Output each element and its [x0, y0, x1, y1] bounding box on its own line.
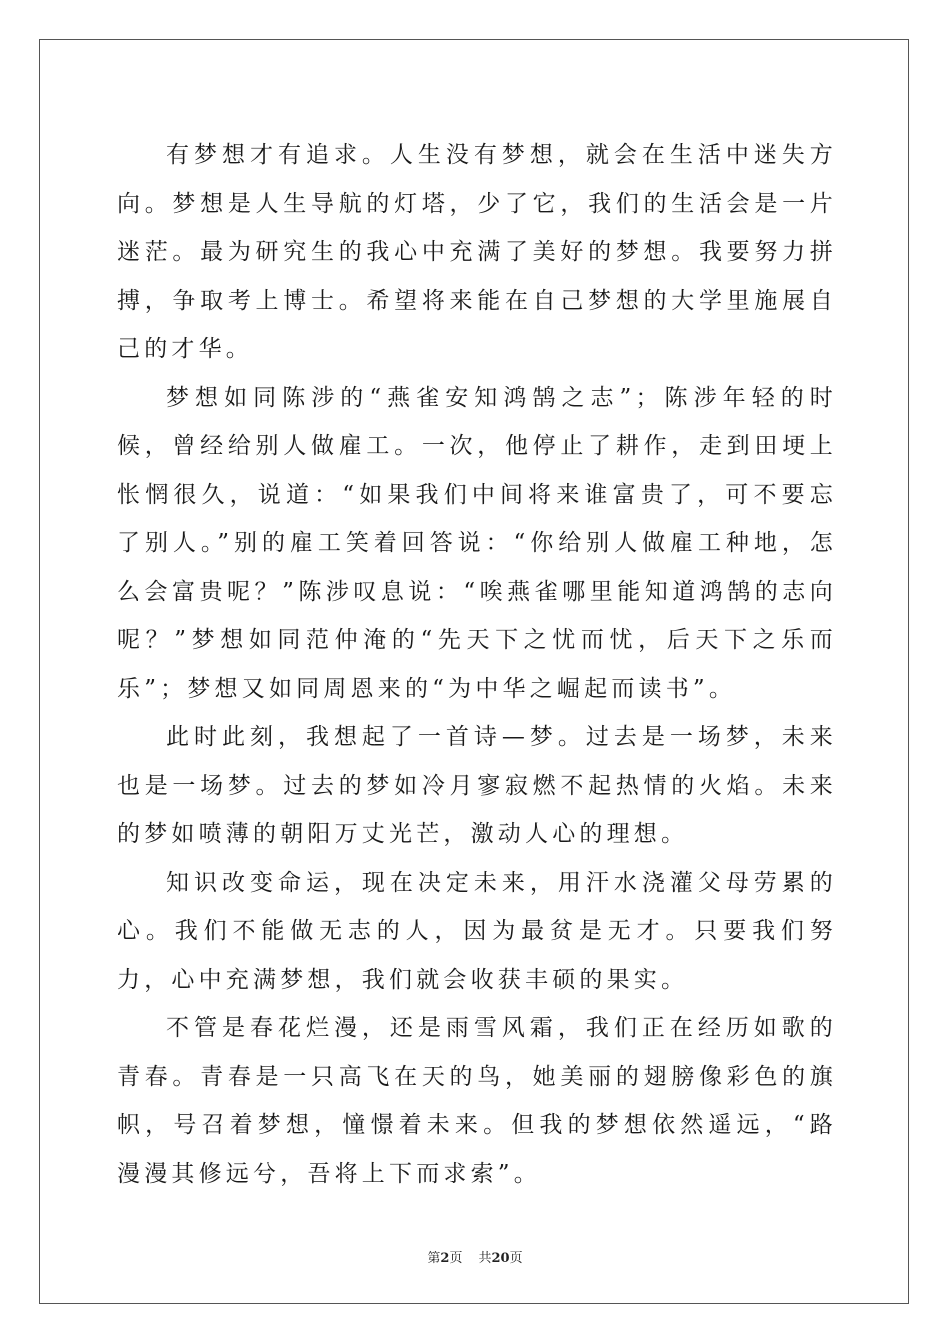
paragraph-1: 有梦想才有追求。人生没有梦想，就会在生活中迷失方向。梦想是人生导航的灯塔，少了它，我们的生活会是一片迷茫。最为研究生的我心中充满了美好的梦想。我要努力拼搏，争取考上博士。希望将来能在自己梦想的大学里施展自己的才华。 — [117, 142, 837, 362]
page-suffix: 页 — [449, 1251, 463, 1266]
paragraph-4: 知识改变命运，现在决定未来，用汗水浇灌父母劳累的心。我们不能做无志的人，因为最贫是无才。只要我们努力，心中充满梦想，我们就会收获丰硕的果实。 — [117, 869, 837, 993]
page-current-number: 2 — [440, 1251, 450, 1266]
page-total-number: 20 — [491, 1251, 510, 1266]
paragraph-3: 此时此刻，我想起了一首诗—梦。过去是一场梦，未来也是一场梦。过去的梦如冷月寥寂燃不起热情的火焰。未来的梦如喷薄的朝阳万丈光芒，激动人心的理想。 — [117, 724, 837, 847]
page-prefix: 第 — [427, 1251, 441, 1266]
page-footer — [0, 1247, 950, 1266]
total-suffix: 页 — [509, 1251, 523, 1266]
document-body — [117, 131, 837, 1198]
total-prefix: 共 — [478, 1251, 492, 1266]
paragraph-5: 不管是春花烂漫，还是雨雪风霜，我们正在经历如歌的青春。青春是一只高飞在天的鸟，她美丽的翅膀像彩色的旗帜，号召着梦想，憧憬着未来。但我的梦想依然遥远，“路漫漫其修远兮，吾将上下而求索”。 — [117, 1015, 837, 1187]
paragraph-2: 梦想如同陈涉的“燕雀安知鸿鹄之志”；陈涉年轻的时候，曾经给别人做雇工。一次，他停止了耕作，走到田埂上怅惘很久，说道：“如果我们中间将来谁富贵了，可不要忘了别人。”别的雇工笑着回答说：“你给别人做雇工种地，怎么会富贵呢？”陈涉叹息说：“唉燕雀哪里能知道鸿鹄的志向呢？”梦想如同范仲淹的“先天下之忧而忧，后天下之乐而乐”；梦想又如同周恩来的“为中华之崛起而读书”。 — [117, 384, 837, 702]
